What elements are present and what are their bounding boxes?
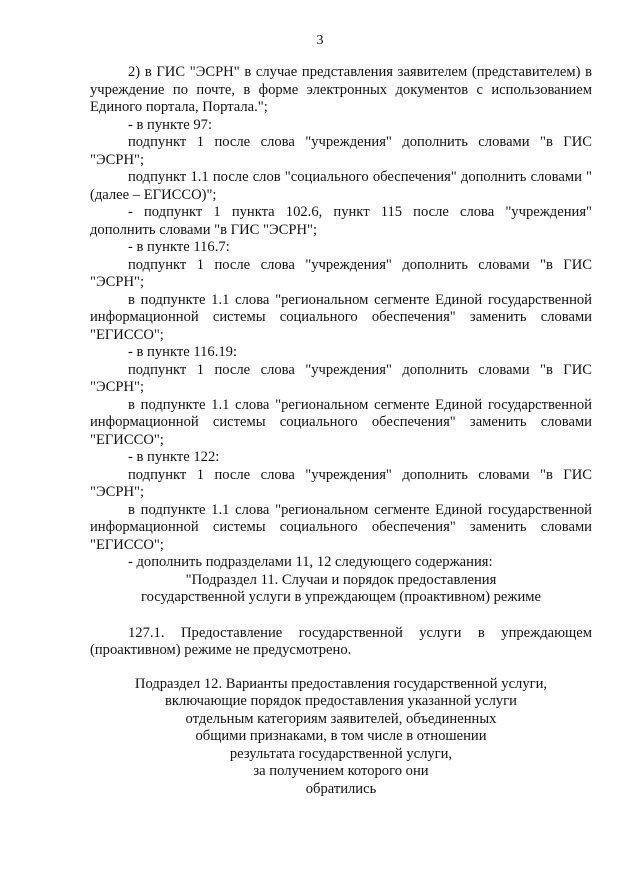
document-body <box>90 64 592 798</box>
paragraph-item-2: 2) в ГИС "ЭСРН" в случае представления заявителем (представителем) в учреждение по почте, в форме электронных документов с использованием Единого портала, Портала."; <box>90 64 592 115</box>
page-number: 3 <box>316 33 324 48</box>
paragraph-97-sub1: подпункт 1 после слова "учреждения" дополнить словами "в ГИС "ЭСРН"; <box>90 134 592 168</box>
paragraph-116-7-sub1-1: в подпункте 1.1 слова "региональном сегменте Единой государственной информационной системы социального обеспечения" заменить словами "ЕГИССО"; <box>90 291 592 343</box>
subsection-12-heading-line-4: общими признаками, в том числе в отношении <box>195 728 487 744</box>
paragraph-116-19-sub1-1: в подпункте 1.1 слова "региональном сегменте Единой государственной информационной системы социального обеспечения" заменить словами "ЕГИССО"; <box>90 396 592 448</box>
paragraph-116-7-sub1: подпункт 1 после слова "учреждения" дополнить словами "в ГИС "ЭСРН"; <box>90 256 592 290</box>
paragraph-point-116-7: - в пункте 116.7: <box>128 239 230 255</box>
paragraph-point-116-19: - в пункте 116.19: <box>128 344 238 360</box>
paragraph-point-122: - в пункте 122: <box>128 449 220 465</box>
paragraph-122-sub1: подпункт 1 после слова "учреждения" дополнить словами "в ГИС "ЭСРН"; <box>90 466 592 500</box>
subsection-12-heading-line-6: за получением которого они <box>253 763 429 779</box>
paragraph-127-1: 127.1. Предоставление государственной услуги в упреждающем (проактивном) режиме не предусмотрено. <box>90 624 592 658</box>
subsection-12-heading-line-3: отдельным категориям заявителей, объединенных <box>185 710 497 727</box>
subsection-11-heading-line-1: "Подраздел 11. Случаи и порядок предоставления <box>185 571 497 588</box>
paragraph-116-19-sub1: подпункт 1 после слова "учреждения" дополнить словами "в ГИС "ЭСРН"; <box>90 361 592 395</box>
subsection-12-heading-line-5: результата государственной услуги, <box>229 745 453 762</box>
subsection-12-heading-line-1: Подраздел 12. Варианты предоставления государственной услуги, <box>134 675 548 692</box>
paragraph-102-6: - подпункт 1 пункта 102.6, пункт 115 после слова "учреждения" дополнить словами "в ГИС "ЭСРН"; <box>90 204 592 238</box>
subsection-11-heading-line-2: государственной услуги в упреждающем (проактивном) режиме <box>140 589 542 605</box>
paragraph-97-sub1-1: подпункт 1.1 после слов "социального обеспечения" дополнить словами "(далее – ЕГИССО)"; <box>90 169 592 203</box>
subsection-12-heading-line-2: включающие порядок предоставления указанной услуги <box>165 693 517 709</box>
paragraph-add-subsections: - дополнить подразделами 11, 12 следующего содержания: <box>128 554 493 570</box>
subsection-12-heading-line-7: обратились <box>305 780 377 797</box>
paragraph-point-97: - в пункте 97: <box>128 116 213 133</box>
paragraph-122-sub1-1: в подпункте 1.1 слова "региональном сегменте Единой государственной информационной системы социального обеспечения" заменить словами "ЕГИССО"; <box>90 501 592 553</box>
